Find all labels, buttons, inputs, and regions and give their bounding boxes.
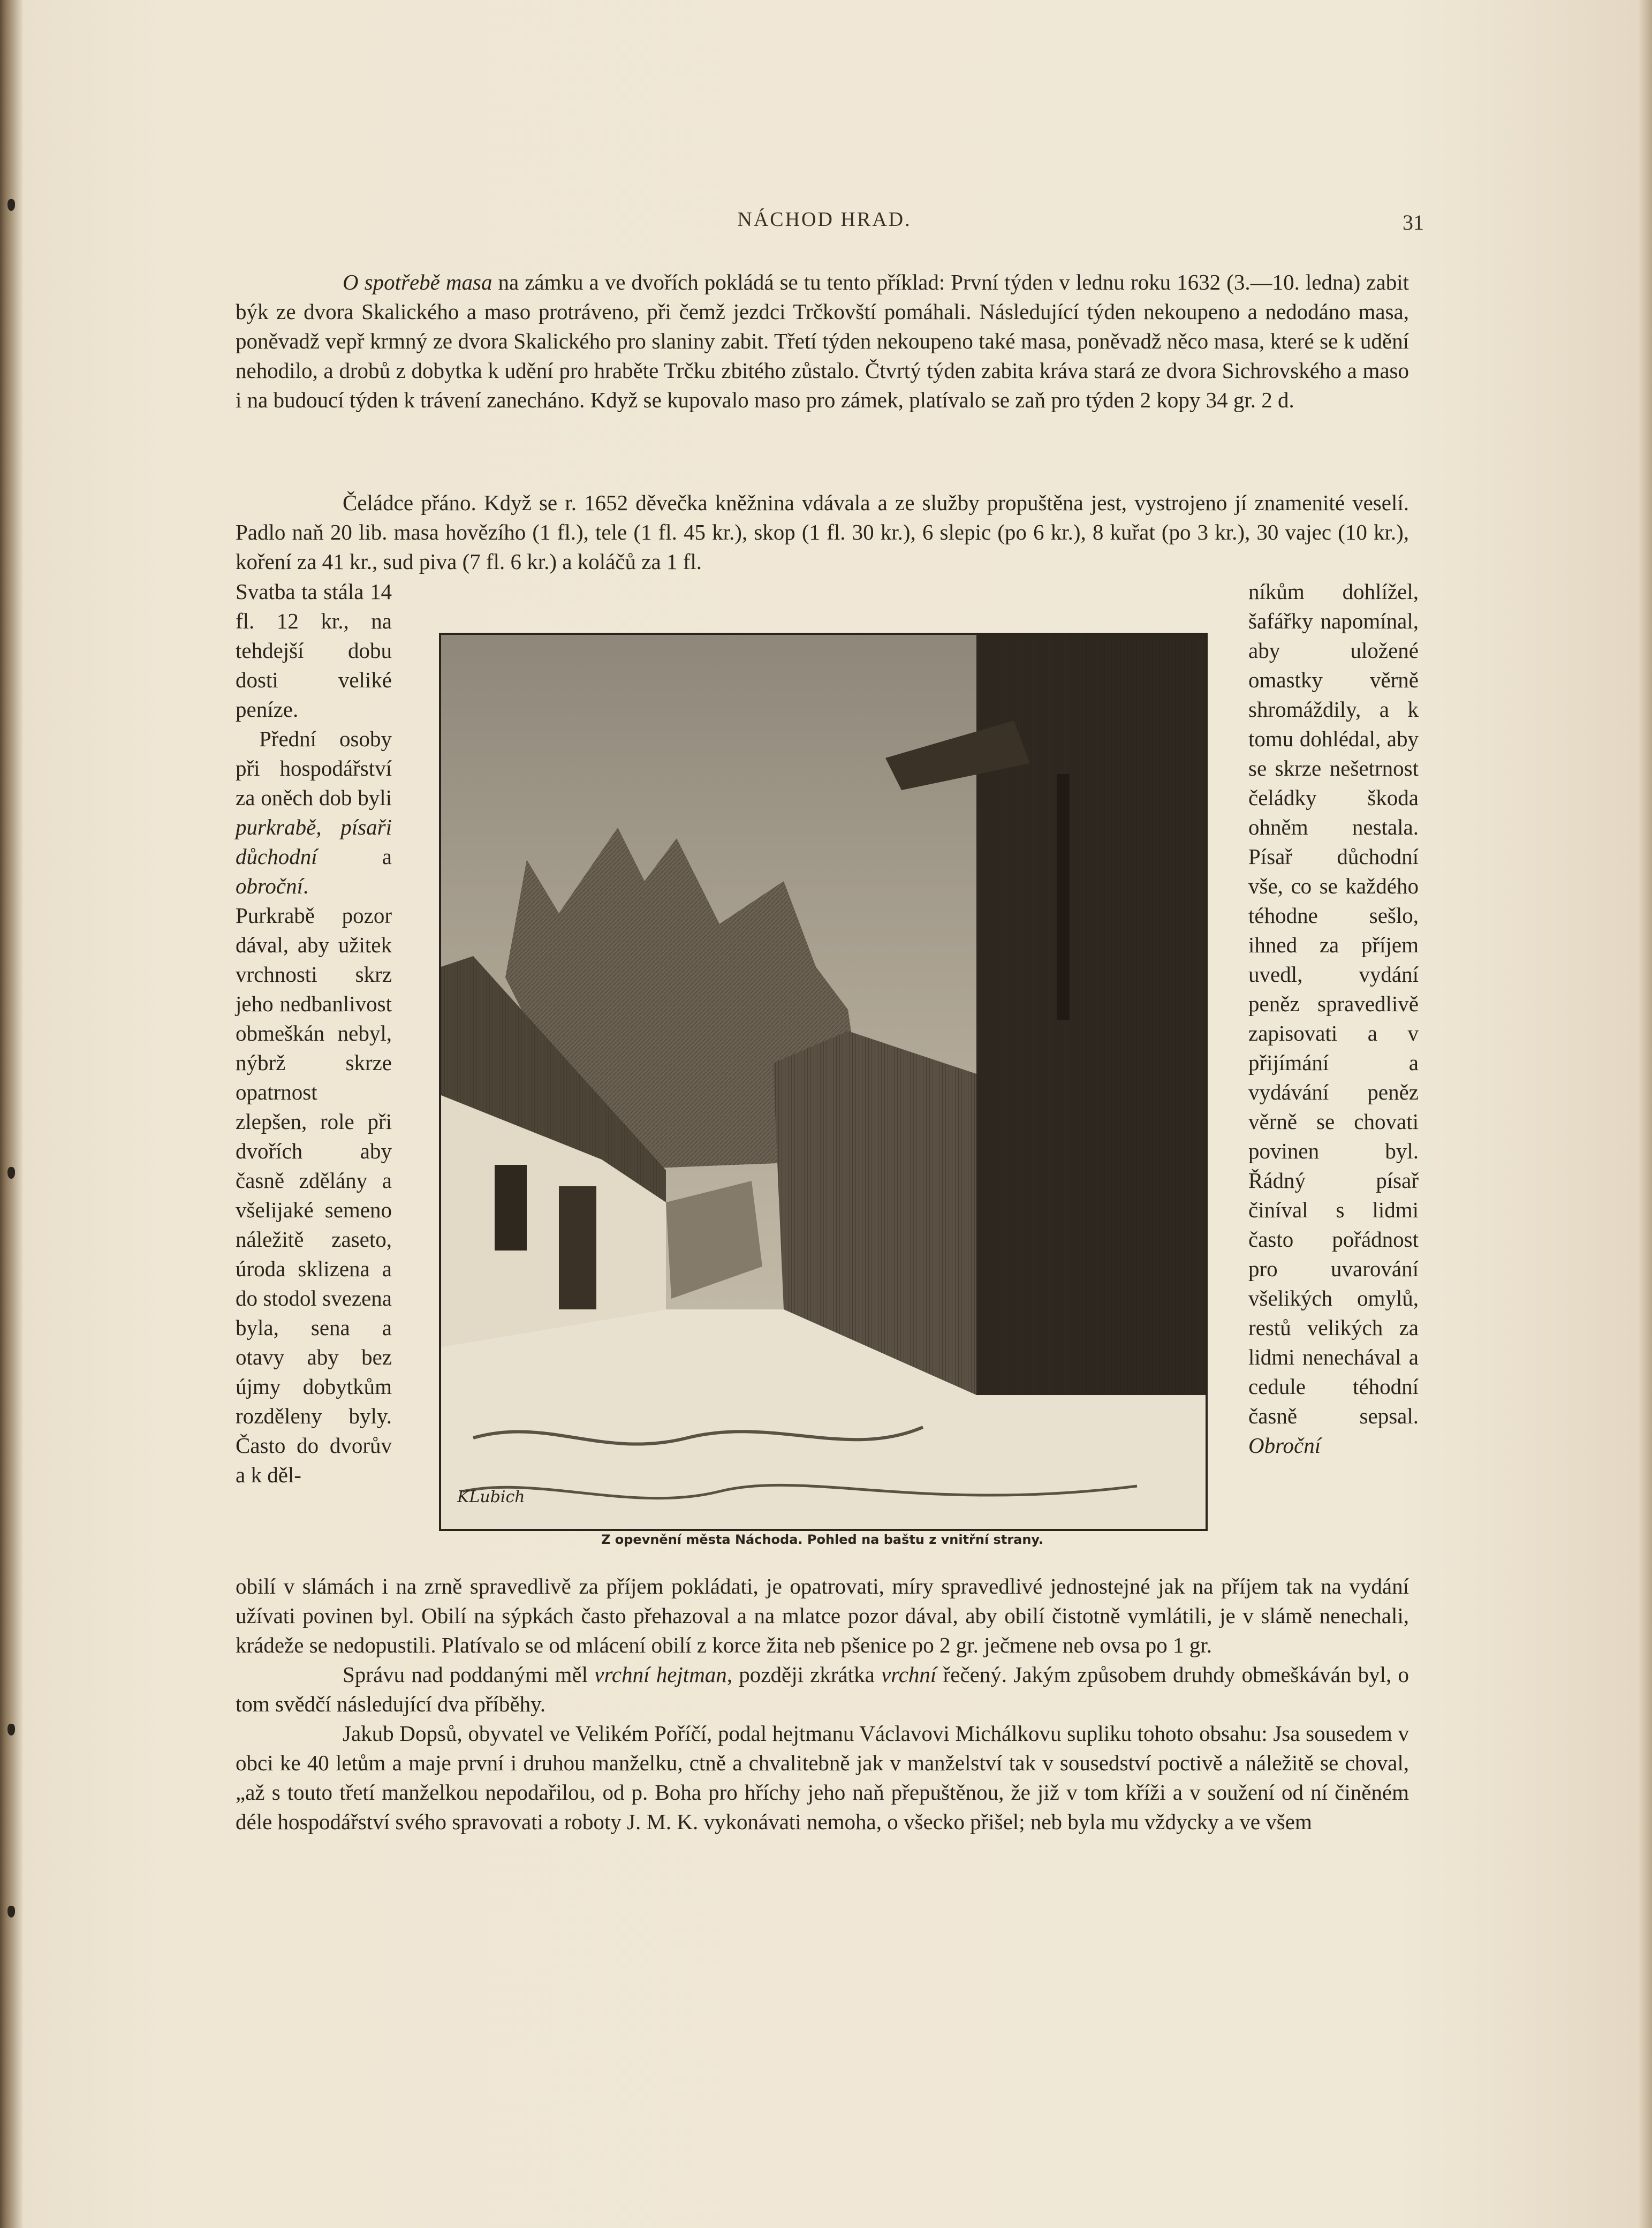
paragraph	[236, 268, 1409, 415]
house-window	[495, 1165, 527, 1251]
italic-term: obroční	[236, 874, 304, 898]
paragraph-text: a	[317, 844, 392, 869]
paragraph-text: . Purkrabě pozor dával, aby užitek vrchnosti skrz jeho nedbanlivost obmeškán nebyl, nýbrž skrze opatrnost zlepšen, role při dvořích aby časně zdělány a všelijaké semeno náležitě zaseto, úroda sklizena a do stodol svezena byla, sena a otavy aby bez újmy dobytkům rozděleny byly. Často do dvorův a k děl-	[236, 874, 392, 1487]
paragraph-text: , později zkrátka	[726, 1662, 882, 1687]
italic-term: Obroční	[1248, 1433, 1321, 1458]
paragraph-group	[236, 1572, 1409, 1837]
paragraph-text: na zámku a ve dvořích pokládá se tu tento příklad: První týden v lednu roku 1632 (3.—10. ledna) zabit býk ze dvora Skalického a maso protráveno, při čemž jezdci Trčkovští pomáhali. Následující týden nekoupeno a nedodáno masa, poněvadž vepř krmný ze dvora Skalického pro slaniny zabit. Třetí týden nekoupeno také masa, poněvadž něco masa, které se k udění nehodilo, a drobů z dobytka k udění pro hraběte Trčku zbitého zůstalo. Čtvrtý týden zabita kráva stará ze dvora Sichrovského a maso i na budoucí týden k trávení zanecháno. Když se kupovalo maso pro zámek, platívalo se zaň pro týden 2 kopy 34 gr. 2 d.	[236, 270, 1409, 412]
italic-term: O spotřebě masa	[343, 270, 492, 294]
margin-mark	[7, 1167, 15, 1179]
margin-mark	[7, 1906, 15, 1918]
paragraph-text: Správu nad poddanými měl	[343, 1662, 595, 1687]
italic-term: purkrabě, písaři důchodní	[236, 815, 392, 869]
engraving-image	[441, 635, 1206, 1529]
right-column	[1248, 577, 1419, 1460]
figure-caption: Z opevnění města Náchoda. Pohled na baštu z vnitřní strany.	[601, 1532, 1043, 1547]
page-title: NÁCHOD HRAD.	[737, 208, 912, 231]
paragraph	[236, 724, 392, 1490]
paragraph-text: Jakub Dopsů, obyvatel ve Velikém Poříčí, podal hejtmanu Václavovi Michálkovu supliku tohoto obsahu: Jsa sousedem v obci ke 40 letům a maje první i druhou manželku, ctně a chvalitebně jak v manželství tak v sousedství poctivě a náležitě se choval, „až s touto třetí manželkou nepodařilou, od p. Boha pro hříchy jeho naň přepuštěnou, že již v tom kříži a v soužení od ní činěném déle hospodářství svého spravovati a roboty J. M. K. vykonávati nemoha, o všecko přišel; neb byla mu vždycky a ve všem	[236, 1721, 1409, 1834]
left-column	[236, 577, 392, 1490]
artist-signature: KLubich	[457, 1488, 525, 1506]
margin-mark	[7, 1724, 15, 1736]
paragraph	[236, 1660, 1409, 1719]
italic-term: vrchní hejtman	[594, 1662, 727, 1687]
paragraph-text: Svatba ta stála 14 fl. 12 kr., na tehdejší dobu dosti veliké peníze.	[236, 579, 392, 722]
paragraph-text: Čeládce přáno. Když se r. 1652 děvečka kněžnina vdávala a ze služby propuštěna jest, vystrojeno jí znamenité veselí. Padlo naň 20 lib. masa hovězího (1 fl.), tele (1 fl. 45 kr.), skop (1 fl. 30 kr.), 6 slepic (po 6 kr.), 8 kuřat (po 3 kr.), 30 vajec (10 kr.), koření za 41 kr., sud piva (7 fl. 6 kr.) a koláčů za 1 fl.	[236, 490, 1409, 574]
paragraph-text: řečený. Jakým způsobem druhdy obmeškáván byl, o tom svědčí následující dva příběhy.	[236, 1662, 1409, 1716]
margin-mark	[7, 199, 15, 211]
paragraph	[1248, 577, 1419, 1460]
running-header	[236, 208, 1424, 240]
paragraph-text: Přední osoby při hospodářství za oněch dob byli	[236, 726, 392, 810]
paragraph-text: obilí v slámách i na zrně spravedlivě za příjem pokládati, je opatrovati, míry spravedlivé jednostejné jak na příjem tak na vydání užívati povinen byl. Obilí na sýpkách často přehazoval a na mlatce pozor dával, aby obilí čistotně vymlátili, je v slámě nenechali, krádeže se nedopustili. Platívalo se od mlácení obilí z korce žita neb pšenice po 2 gr. ječmene neb ovsa po 1 gr.	[236, 1574, 1409, 1657]
paragraph-wedding	[236, 488, 1409, 577]
wooden-post	[1057, 774, 1070, 1020]
paragraph-meat	[236, 268, 1409, 415]
illustration	[439, 633, 1208, 1531]
italic-term: vrchní	[881, 1662, 937, 1687]
paragraph-text: níkům dohlížel, šafářky napomínal, aby uložené omastky věrně shromáždily, a k tomu dohlédal, aby se skrze nešetrnost čeládky škoda ohněm nestala. Písař důchodní vše, co se každého téhodne sešlo, ihned za příjem uvedl, vydání peněz spravedlivě zapisovati a v přijímání a vydávání peněz věrně se chovati povinen byl. Řádný písař činíval s lidmi často pořádnost pro uvarování všelikých omylů, restů velikých za lidmi nenechával a cedule téhodní časně sepsal.	[1248, 579, 1419, 1428]
house-door	[559, 1186, 596, 1309]
page-number: 31	[1403, 210, 1424, 234]
